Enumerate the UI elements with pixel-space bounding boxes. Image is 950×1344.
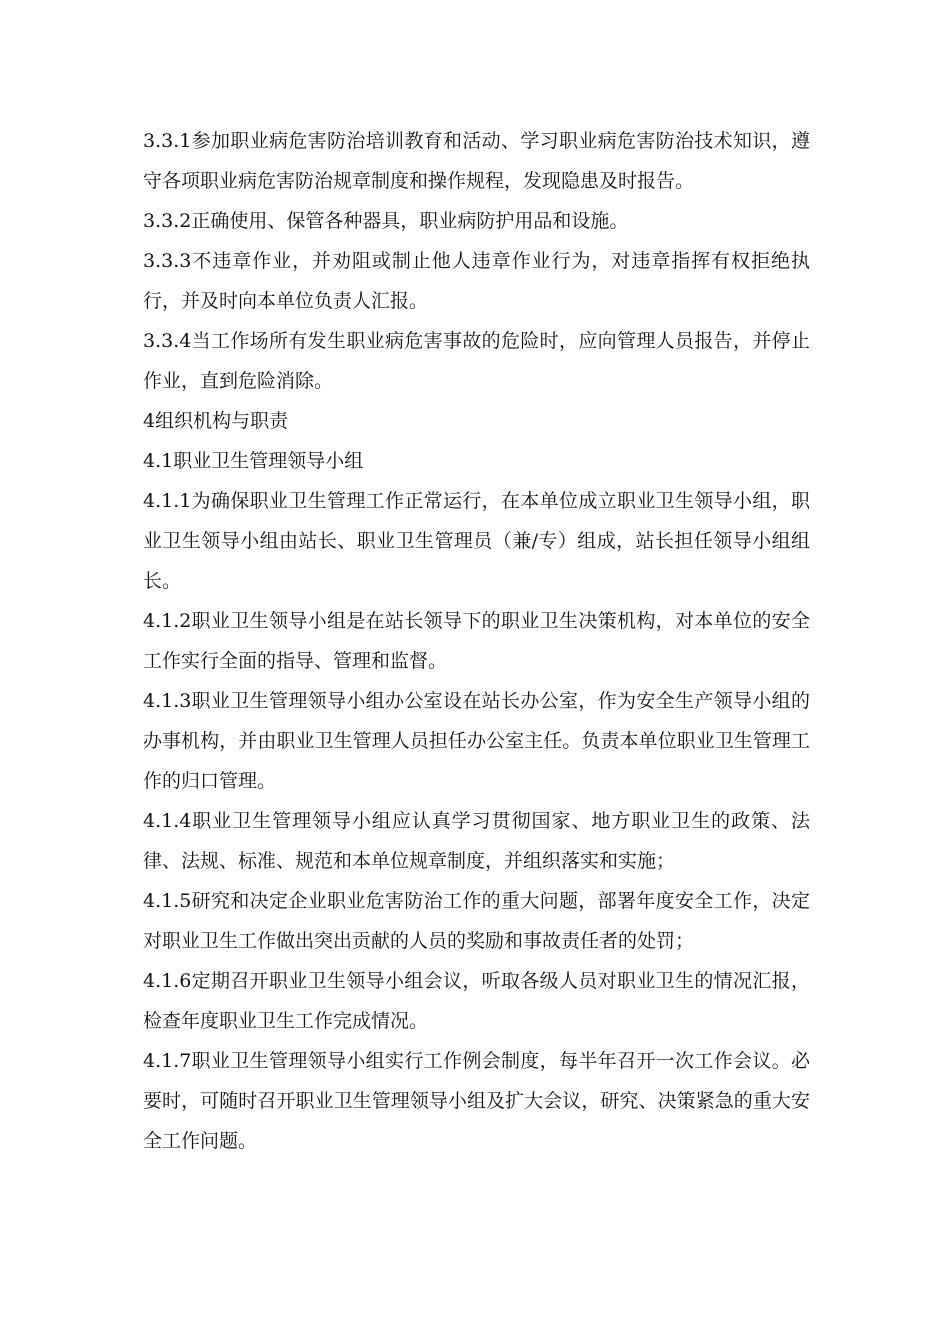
paragraph-3-3-2: 3.3.2正确使用、保管各种器具，职业病防护用品和设施。	[143, 210, 629, 232]
paragraph-3-3-3: 3.3.3不违章作业，并劝阻或制止他人违章作业行为，对违章指挥有权拒绝执行，并及时向本单位负责人汇报。	[143, 250, 810, 312]
paragraph-4-1-2: 4.1.2职业卫生领导小组是在站长领导下的职业卫生决策机构，对本单位的安全工作实行全面的指导、管理和监督。	[143, 610, 810, 672]
paragraph-4-1-1: 4.1.1为确保职业卫生管理工作正常运行，在本单位成立职业卫生领导小组，职业卫生领导小组由站长、职业卫生管理员（兼/专）组成，站长担任领导小组组长。	[143, 490, 810, 592]
subsection-heading-4-1: 4.1职业卫生管理领导小组	[143, 450, 364, 472]
paragraph-4-1-3: 4.1.3职业卫生管理领导小组办公室设在站长办公室，作为安全生产领导小组的办事机构，并由职业卫生管理人员担任办公室主任。负责本单位职业卫生管理工作的归口管理。	[143, 690, 810, 792]
paragraph-4-1-5: 4.1.5研究和决定企业职业危害防治工作的重大问题，部署年度安全工作，决定对职业卫生工作做出突出贡献的人员的奖励和事故责任者的处罚；	[143, 890, 810, 952]
paragraph-4-1-6: 4.1.6定期召开职业卫生领导小组会议，听取各级人员对职业卫生的情况汇报，检查年度职业卫生工作完成情况。	[143, 970, 810, 1032]
section-heading-4: 4组织机构与职责	[143, 410, 289, 432]
paragraph-3-3-4: 3.3.4当工作场所有发生职业病危害事故的危险时，应向管理人员报告，并停止作业，直到危险消除。	[143, 330, 810, 392]
document-body	[143, 121, 810, 1161]
paragraph-4-1-7: 4.1.7职业卫生管理领导小组实行工作例会制度，每半年召开一次工作会议。必要时，可随时召开职业卫生管理领导小组及扩大会议，研究、决策紧急的重大安全工作问题。	[143, 1050, 810, 1152]
paragraph-3-3-1: 3.3.1参加职业病危害防治培训教育和活动、学习职业病危害防治技术知识，遵守各项职业病危害防治规章制度和操作规程，发现隐患及时报告。	[143, 130, 810, 192]
paragraph-4-1-4: 4.1.4职业卫生管理领导小组应认真学习贯彻国家、地方职业卫生的政策、法律、法规、标准、规范和本单位规章制度，并组织落实和实施；	[143, 810, 810, 872]
